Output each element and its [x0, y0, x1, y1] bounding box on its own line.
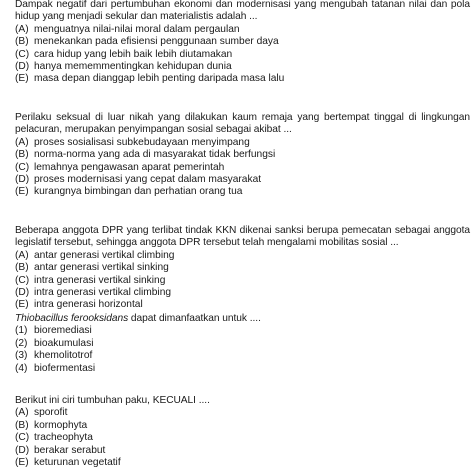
option-letter: (C) — [15, 432, 30, 444]
option-letter: (E) — [15, 299, 29, 311]
option-letter: (E) — [15, 457, 29, 469]
question-5-options — [15, 407, 470, 469]
option-text: kurangnya bimbingan dan perhatian orang tua — [34, 186, 243, 198]
question-3 — [15, 225, 470, 312]
option-letter: (4) — [15, 362, 28, 374]
option-letter: (B) — [15, 149, 29, 161]
option-letter: (A) — [15, 23, 29, 35]
question-1-options — [15, 24, 470, 86]
option-text: lemahnya pengawasan aparat pemerintah — [34, 161, 225, 173]
option-text: masa depan dianggap lebih penting daripada masa lalu — [34, 73, 285, 85]
option-letter: (B) — [15, 262, 29, 274]
question-2 — [15, 112, 470, 199]
option-letter: (C) — [15, 161, 30, 173]
question-4-stem-text: dapat dimanfaatkan untuk .... — [128, 313, 261, 324]
option-text: kormophyta — [34, 419, 88, 431]
option-letter: (B) — [15, 36, 29, 48]
option-letter: (D) — [15, 287, 30, 299]
question-4-option-1 — [15, 325, 470, 337]
question-2-option-c — [15, 162, 470, 174]
question-1-option-b — [15, 36, 470, 48]
question-1-option-e — [15, 73, 470, 85]
option-text: berakar serabut — [34, 444, 106, 456]
option-text: intra generasi vertikal sinking — [34, 274, 166, 286]
question-1-option-d — [15, 61, 470, 73]
option-text: intra generasi vertikal climbing — [34, 287, 172, 299]
question-3-option-b — [15, 262, 470, 274]
question-1-stem: Dampak negatif dari pertumbuhan ekonomi dan modernisasi yang mengubah tatanan nilai dan pola hidup yang menjadi sekular dan materialistis adalah ... — [15, 0, 470, 23]
option-letter: (D) — [15, 444, 30, 456]
question-5-option-b — [15, 420, 470, 432]
question-5 — [15, 395, 470, 469]
option-text: norma-norma yang ada di masyarakat tidak berfungsi — [34, 149, 276, 161]
option-letter: (A) — [15, 407, 29, 419]
question-4-option-4 — [15, 363, 470, 375]
question-3-option-d — [15, 287, 470, 299]
species-name: Thiobacillus ferooksidans — [15, 313, 129, 324]
question-5-option-d — [15, 445, 470, 457]
question-3-options — [15, 250, 470, 312]
option-text: proses sosialisasi subkebudayaan menyimpang — [34, 136, 250, 148]
question-3-stem: Beberapa anggota DPR yang terlibat tindak KKN dikenai sanksi berupa pemecatan sebagai anggota legislatif tersebut, sehingga anggota DPR tersebut telah mengalami mobilitas sosial ... — [15, 225, 470, 249]
option-letter: (E) — [15, 186, 29, 198]
option-text: tracheophyta — [34, 432, 93, 444]
question-4-options — [15, 325, 470, 375]
question-2-option-d — [15, 174, 470, 186]
option-text: menekankan pada efisiensi penggunaan sumber daya — [34, 36, 279, 48]
question-5-option-e — [15, 457, 470, 469]
question-1-option-c — [15, 49, 470, 61]
option-letter: (3) — [15, 350, 28, 362]
question-2-options — [15, 137, 470, 199]
option-letter: (2) — [15, 337, 28, 349]
option-text: keturunan vegetatif — [34, 457, 121, 469]
option-text: sporofit — [34, 407, 68, 419]
question-4 — [15, 313, 470, 375]
question-5-stem: Berikut ini ciri tumbuhan paku, KECUALI .... — [15, 395, 210, 406]
question-4-option-3 — [15, 350, 470, 362]
option-letter: (D) — [15, 174, 30, 186]
option-letter: (B) — [15, 419, 29, 431]
option-letter: (C) — [15, 274, 30, 286]
question-3-option-a — [15, 250, 470, 262]
option-letter: (A) — [15, 136, 29, 148]
question-1-option-a — [15, 24, 470, 36]
option-text: khemolitotrof — [34, 350, 93, 362]
option-text: biofermentasi — [34, 362, 96, 374]
question-4-stem — [15, 313, 470, 325]
option-text: cara hidup yang lebih baik lebih diutamakan — [34, 48, 233, 60]
option-text: bioremediasi — [34, 325, 92, 337]
option-text: proses modernisasi yang cepat dalam masyarakat — [34, 174, 262, 186]
question-2-stem: Perilaku seksual di luar nikah yang dilakukan kaum remaja yang bertempat tinggal di lingkungan pelacuran, merupakan penyimpangan sosial sebagai akibat ... — [15, 112, 470, 136]
option-text: antar generasi vertikal sinking — [34, 262, 169, 274]
option-letter: (1) — [15, 325, 28, 337]
question-3-option-e — [15, 299, 470, 311]
option-text: menguatnya nilai-nilai moral dalam pergaulan — [34, 23, 240, 35]
option-letter: (C) — [15, 48, 30, 60]
question-2-option-a — [15, 137, 470, 149]
question-5-option-c — [15, 432, 470, 444]
option-text: intra generasi horizontal — [34, 299, 143, 311]
question-3-option-c — [15, 275, 470, 287]
question-2-option-e — [15, 186, 470, 198]
question-2-option-b — [15, 149, 470, 161]
option-text: hanya mememmentingkan kehidupan dunia — [34, 61, 232, 73]
question-5-option-a — [15, 407, 470, 419]
question-4-option-2 — [15, 338, 470, 350]
option-letter: (A) — [15, 249, 29, 261]
option-letter: (D) — [15, 61, 30, 73]
question-1 — [15, 0, 470, 86]
option-text: antar generasi vertikal climbing — [34, 249, 175, 261]
option-letter: (E) — [15, 73, 29, 85]
option-text: bioakumulasi — [34, 337, 94, 349]
